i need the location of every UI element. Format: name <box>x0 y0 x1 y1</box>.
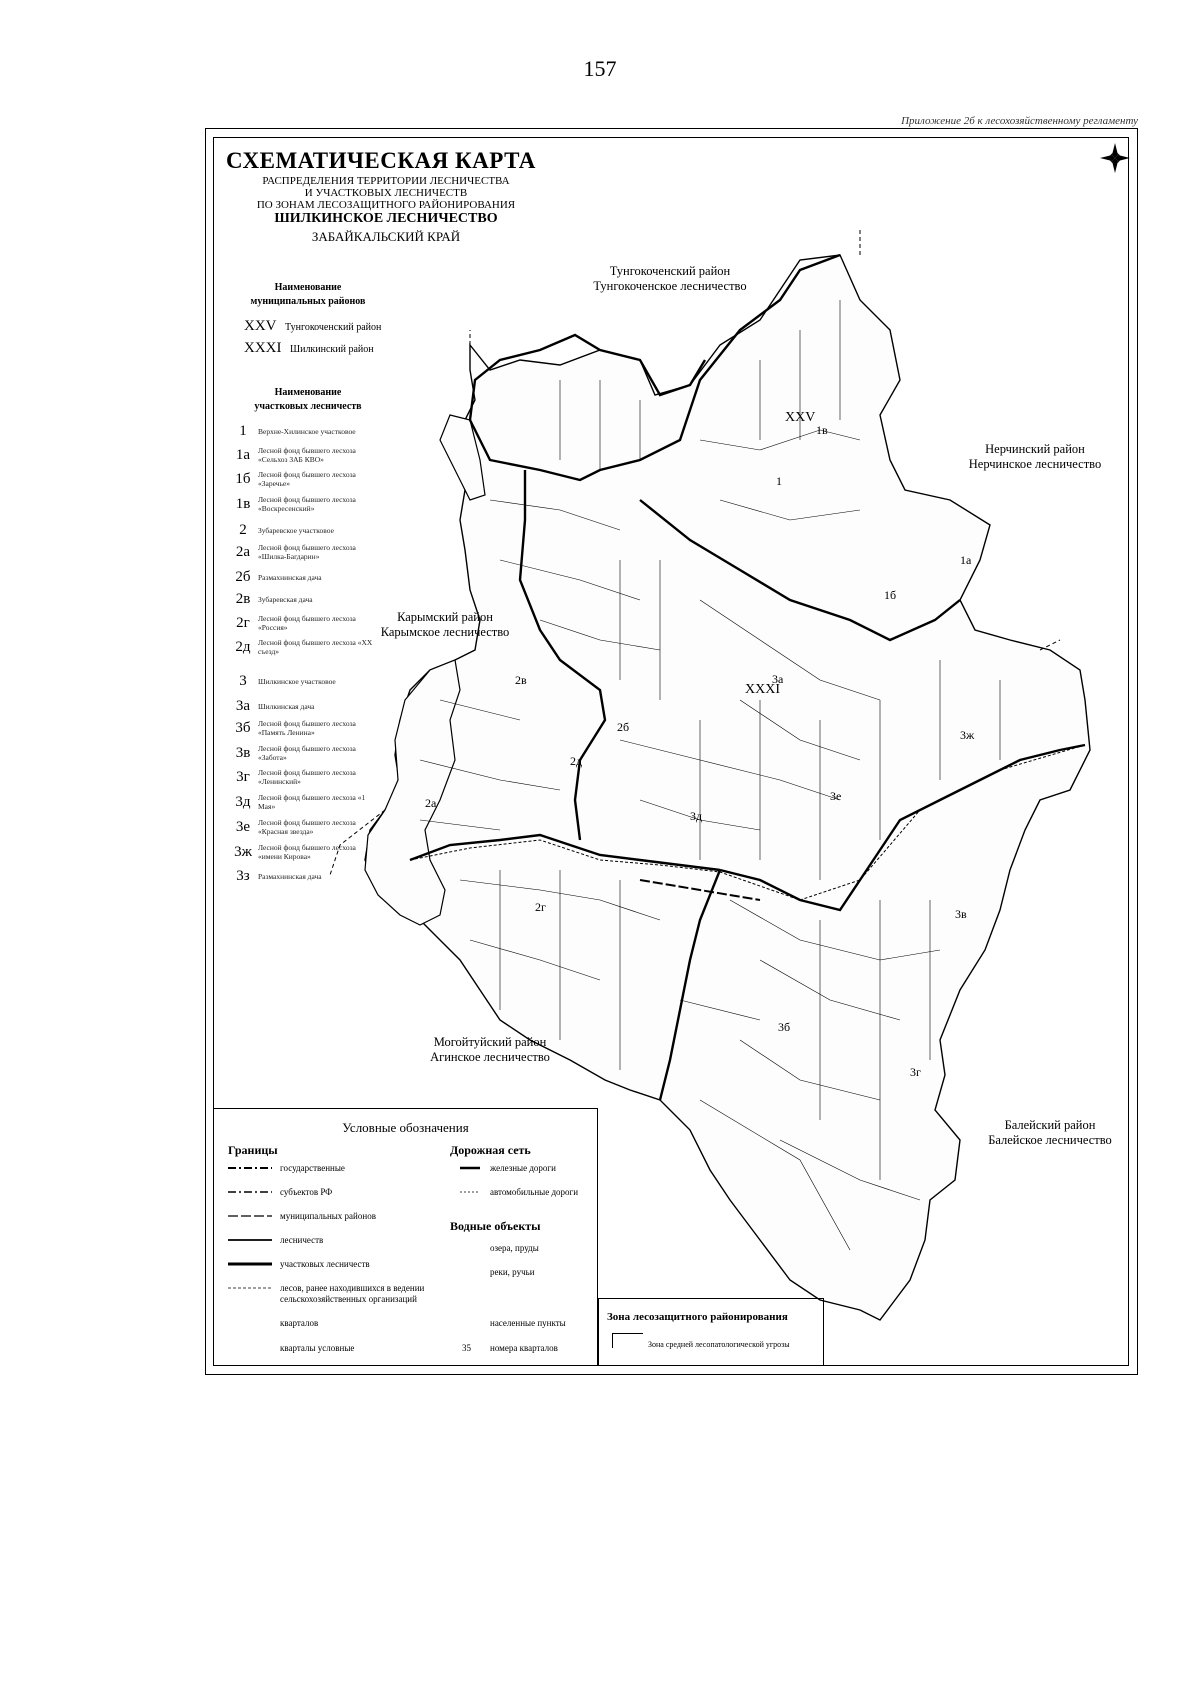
municipal-name: Тунгокоченский район <box>285 322 382 333</box>
legend-title: Условные обозначения <box>342 1120 469 1135</box>
map-label-parcel: 3в <box>955 907 967 921</box>
legend-item-agricultural: лесов, ранее находившихся в ведении сельскохозяйственных организаций <box>280 1283 425 1304</box>
district-name: Лесной фонд бывшего лесхоза «Сельхоз ЗАБ КВО» <box>258 446 356 465</box>
district-code: 3д <box>235 793 251 810</box>
district-code: 3ж <box>234 843 252 860</box>
district-legend-item <box>228 638 383 656</box>
legend-item-rivers: реки, ручьи <box>490 1267 535 1277</box>
legend-item-quarter-marker: 35 <box>462 1343 471 1353</box>
legend-item-railway: железные дороги <box>490 1163 556 1173</box>
map-label-parcel: 2д <box>570 754 583 768</box>
zone-legend-box <box>598 1298 824 1366</box>
map-label-parcel: 2б <box>617 720 630 734</box>
subtitle-line-1: РАСПРЕДЕЛЕНИЯ ТЕРРИТОРИИ ЛЕСНИЧЕСТВА <box>262 175 510 187</box>
legend-item-quarter-numbers: номера кварталов <box>490 1343 558 1353</box>
district-code: 2а <box>235 543 251 560</box>
district-legend-item <box>228 470 383 488</box>
district-code: 2 <box>239 521 247 538</box>
municipal-legend-item <box>244 340 374 357</box>
compass-rose-icon <box>1100 143 1130 173</box>
district-legend-heading-2: участковых лесничеств <box>254 401 362 412</box>
district-legend-item <box>228 495 383 513</box>
neighbor-label <box>960 442 1110 472</box>
map-label-parcel: 3д <box>690 809 703 823</box>
map-label-parcel: 3ж <box>960 728 975 742</box>
district-code: 3б <box>235 719 251 736</box>
district-legend-item <box>228 614 383 632</box>
neighbor-label <box>580 264 760 294</box>
zone-swatch <box>612 1333 643 1348</box>
district-code: 1а <box>235 446 251 463</box>
municipal-name: Шилкинский район <box>290 344 374 355</box>
municipal-legend-heading-1: Наименование <box>274 282 342 293</box>
district-name: Лесной фонд бывшего лесхоза «Шилка-Багдарин» <box>258 543 356 562</box>
district-code: 2б <box>235 568 251 585</box>
legend-item-forestry: лесничеств <box>280 1235 324 1245</box>
legend-item-lakes: озера, пруды <box>490 1243 539 1253</box>
neighbor-label <box>380 610 510 640</box>
district-name: Шилкинское участковое <box>258 676 336 686</box>
legend-item-quarters-conditional: кварталы условные <box>280 1343 355 1353</box>
neighbor-district: Балейский район <box>1004 1118 1096 1132</box>
neighbor-district: Нерчинский район <box>985 442 1085 456</box>
district-name: Лесной фонд бывшего лесхоза «Заречье» <box>258 470 356 489</box>
map-label-parcel: 2г <box>535 900 546 914</box>
district-name: Лесной фонд бывшего лесхоза «Забота» <box>258 744 356 763</box>
district-legend-item <box>228 422 383 440</box>
district-legend-item <box>228 543 383 561</box>
neighbor-forestry: Балейское лесничество <box>988 1133 1112 1147</box>
district-name: Шилкинская дача <box>258 701 315 711</box>
district-legend-heading-1: Наименование <box>274 387 342 398</box>
legend-roads-heading: Дорожная сеть <box>450 1143 531 1157</box>
district-code: 1в <box>235 495 251 512</box>
district-code: 1 <box>239 422 247 439</box>
district-legend-item <box>228 768 383 786</box>
district-legend-item <box>228 793 383 811</box>
municipal-number: XXXI <box>244 340 282 356</box>
district-name: Зубаревское участковое <box>258 525 334 535</box>
district-name: Лесной фонд бывшего лесхоза «Ленинский» <box>258 768 356 787</box>
district-code: 2в <box>235 590 251 607</box>
district-legend-item <box>228 697 383 715</box>
map-label-parcel: 3е <box>830 789 842 803</box>
legend-item-municipal: муниципальных районов <box>280 1211 376 1221</box>
region-name: ЗАБАЙКАЛЬСКИЙ КРАЙ <box>311 229 461 244</box>
district-name: Лесной фонд бывшего лесхоза «Память Ленина» <box>258 719 356 738</box>
subtitle-line-2: И УЧАСТКОВЫХ ЛЕСНИЧЕСТВ <box>304 187 468 199</box>
district-legend-item <box>228 843 383 861</box>
neighbor-forestry: Нерчинское лесничество <box>968 457 1102 471</box>
district-code: 3е <box>235 818 251 835</box>
zone-legend-title: Зона лесозащитного районирования <box>607 1311 788 1323</box>
district-code: 1б <box>235 470 251 487</box>
district-legend-item <box>228 521 383 539</box>
district-code: 3а <box>235 697 251 714</box>
district-name: Зубаревская дача <box>258 594 313 604</box>
legend-item-settlements: населенные пункты <box>490 1318 566 1328</box>
district-name: Лесной фонд бывшего лесхоза «Воскресенский» <box>258 495 356 514</box>
forestry-name: ШИЛКИНСКОЕ ЛЕСНИЧЕСТВО <box>274 211 498 226</box>
map-label-parcel: 3г <box>910 1065 921 1079</box>
map-label-parcel: 2в <box>515 673 527 687</box>
district-legend-item <box>228 672 383 690</box>
district-legend-item <box>228 446 383 464</box>
legend-item-state: государственные <box>280 1163 345 1173</box>
district-legend-item <box>228 590 383 608</box>
map-label-parcel: 1б <box>884 588 897 602</box>
map-label-roman: XXXI <box>745 682 780 697</box>
district-name: Лесной фонд бывшего лесхоза «Россия» <box>258 614 356 633</box>
map-label-parcel: 3б <box>778 1020 791 1034</box>
legend-item-district: участковых лесничеств <box>280 1259 370 1269</box>
district-name: Лесной фонд бывшего лесхоза «1 Мая» <box>258 793 366 812</box>
district-code: 3з <box>236 867 250 884</box>
map-label-parcel: 2а <box>425 796 437 810</box>
district-name: Лесной фонд бывшего лесхоза «Красная звезда» <box>258 818 356 837</box>
district-code: 3в <box>235 744 251 761</box>
district-legend-item <box>228 719 383 737</box>
district-legend-item <box>228 818 383 836</box>
district-legend-item <box>228 744 383 762</box>
page-number: 157 <box>583 56 617 81</box>
municipal-legend-heading-2: муниципальных районов <box>250 296 366 307</box>
legend-item-subject: субъектов РФ <box>280 1187 333 1197</box>
district-name: Лесной фонд бывшего лесхоза «ХХ съезд» <box>258 638 373 657</box>
neighbor-district: Карымский район <box>397 610 493 624</box>
map-label-parcel: 1 <box>776 474 782 488</box>
district-legend-item <box>228 568 383 586</box>
map-label-roman: XXV <box>785 410 816 425</box>
neighbor-district: Могойтуйский район <box>433 1035 547 1049</box>
municipal-legend-item <box>244 318 381 335</box>
neighbor-label <box>975 1118 1125 1148</box>
subtitle-line-3: ПО ЗОНАМ ЛЕСОЗАЩИТНОГО РАЙОНИРОВАНИЯ <box>256 199 516 211</box>
map-label-parcel: 3а <box>772 672 784 686</box>
neighbor-forestry: Карымское лесничество <box>380 625 510 639</box>
district-code: 2г <box>236 614 250 631</box>
municipal-number: XXV <box>244 318 277 334</box>
legend-item-road: автомобильные дороги <box>490 1187 579 1197</box>
map-title: СХЕМАТИЧЕСКАЯ КАРТА <box>226 148 536 173</box>
legend-item-quarters: кварталов <box>280 1318 319 1328</box>
neighbor-forestry: Агинское лесничество <box>430 1050 550 1064</box>
district-name: Размахнинская дача <box>258 871 322 881</box>
map-label-parcel: 1а <box>960 553 972 567</box>
district-name: Лесной фонд бывшего лесхоза «имени Кирова» <box>258 843 356 862</box>
neighbor-label <box>400 1035 580 1065</box>
district-legend-item <box>228 867 383 885</box>
district-code: 3 <box>239 672 247 689</box>
district-code: 3г <box>236 768 250 785</box>
map-label-parcel: 1в <box>816 423 828 437</box>
zone-legend-item: Зона средней лесопатологической угрозы <box>648 1340 790 1349</box>
district-name: Верхне-Хилинское участковое <box>258 426 356 436</box>
legend-water-heading: Водные объекты <box>450 1219 541 1233</box>
neighbor-district: Тунгокоченский район <box>609 264 731 278</box>
legend-borders-heading: Границы <box>228 1143 278 1157</box>
district-name: Размахнинская дача <box>258 572 322 582</box>
neighbor-forestry: Тунгокоченское лесничество <box>593 279 747 293</box>
district-code: 2д <box>235 638 251 655</box>
appendix-note: Приложение 2б к лесохозяйственному регламенту <box>901 115 1138 127</box>
